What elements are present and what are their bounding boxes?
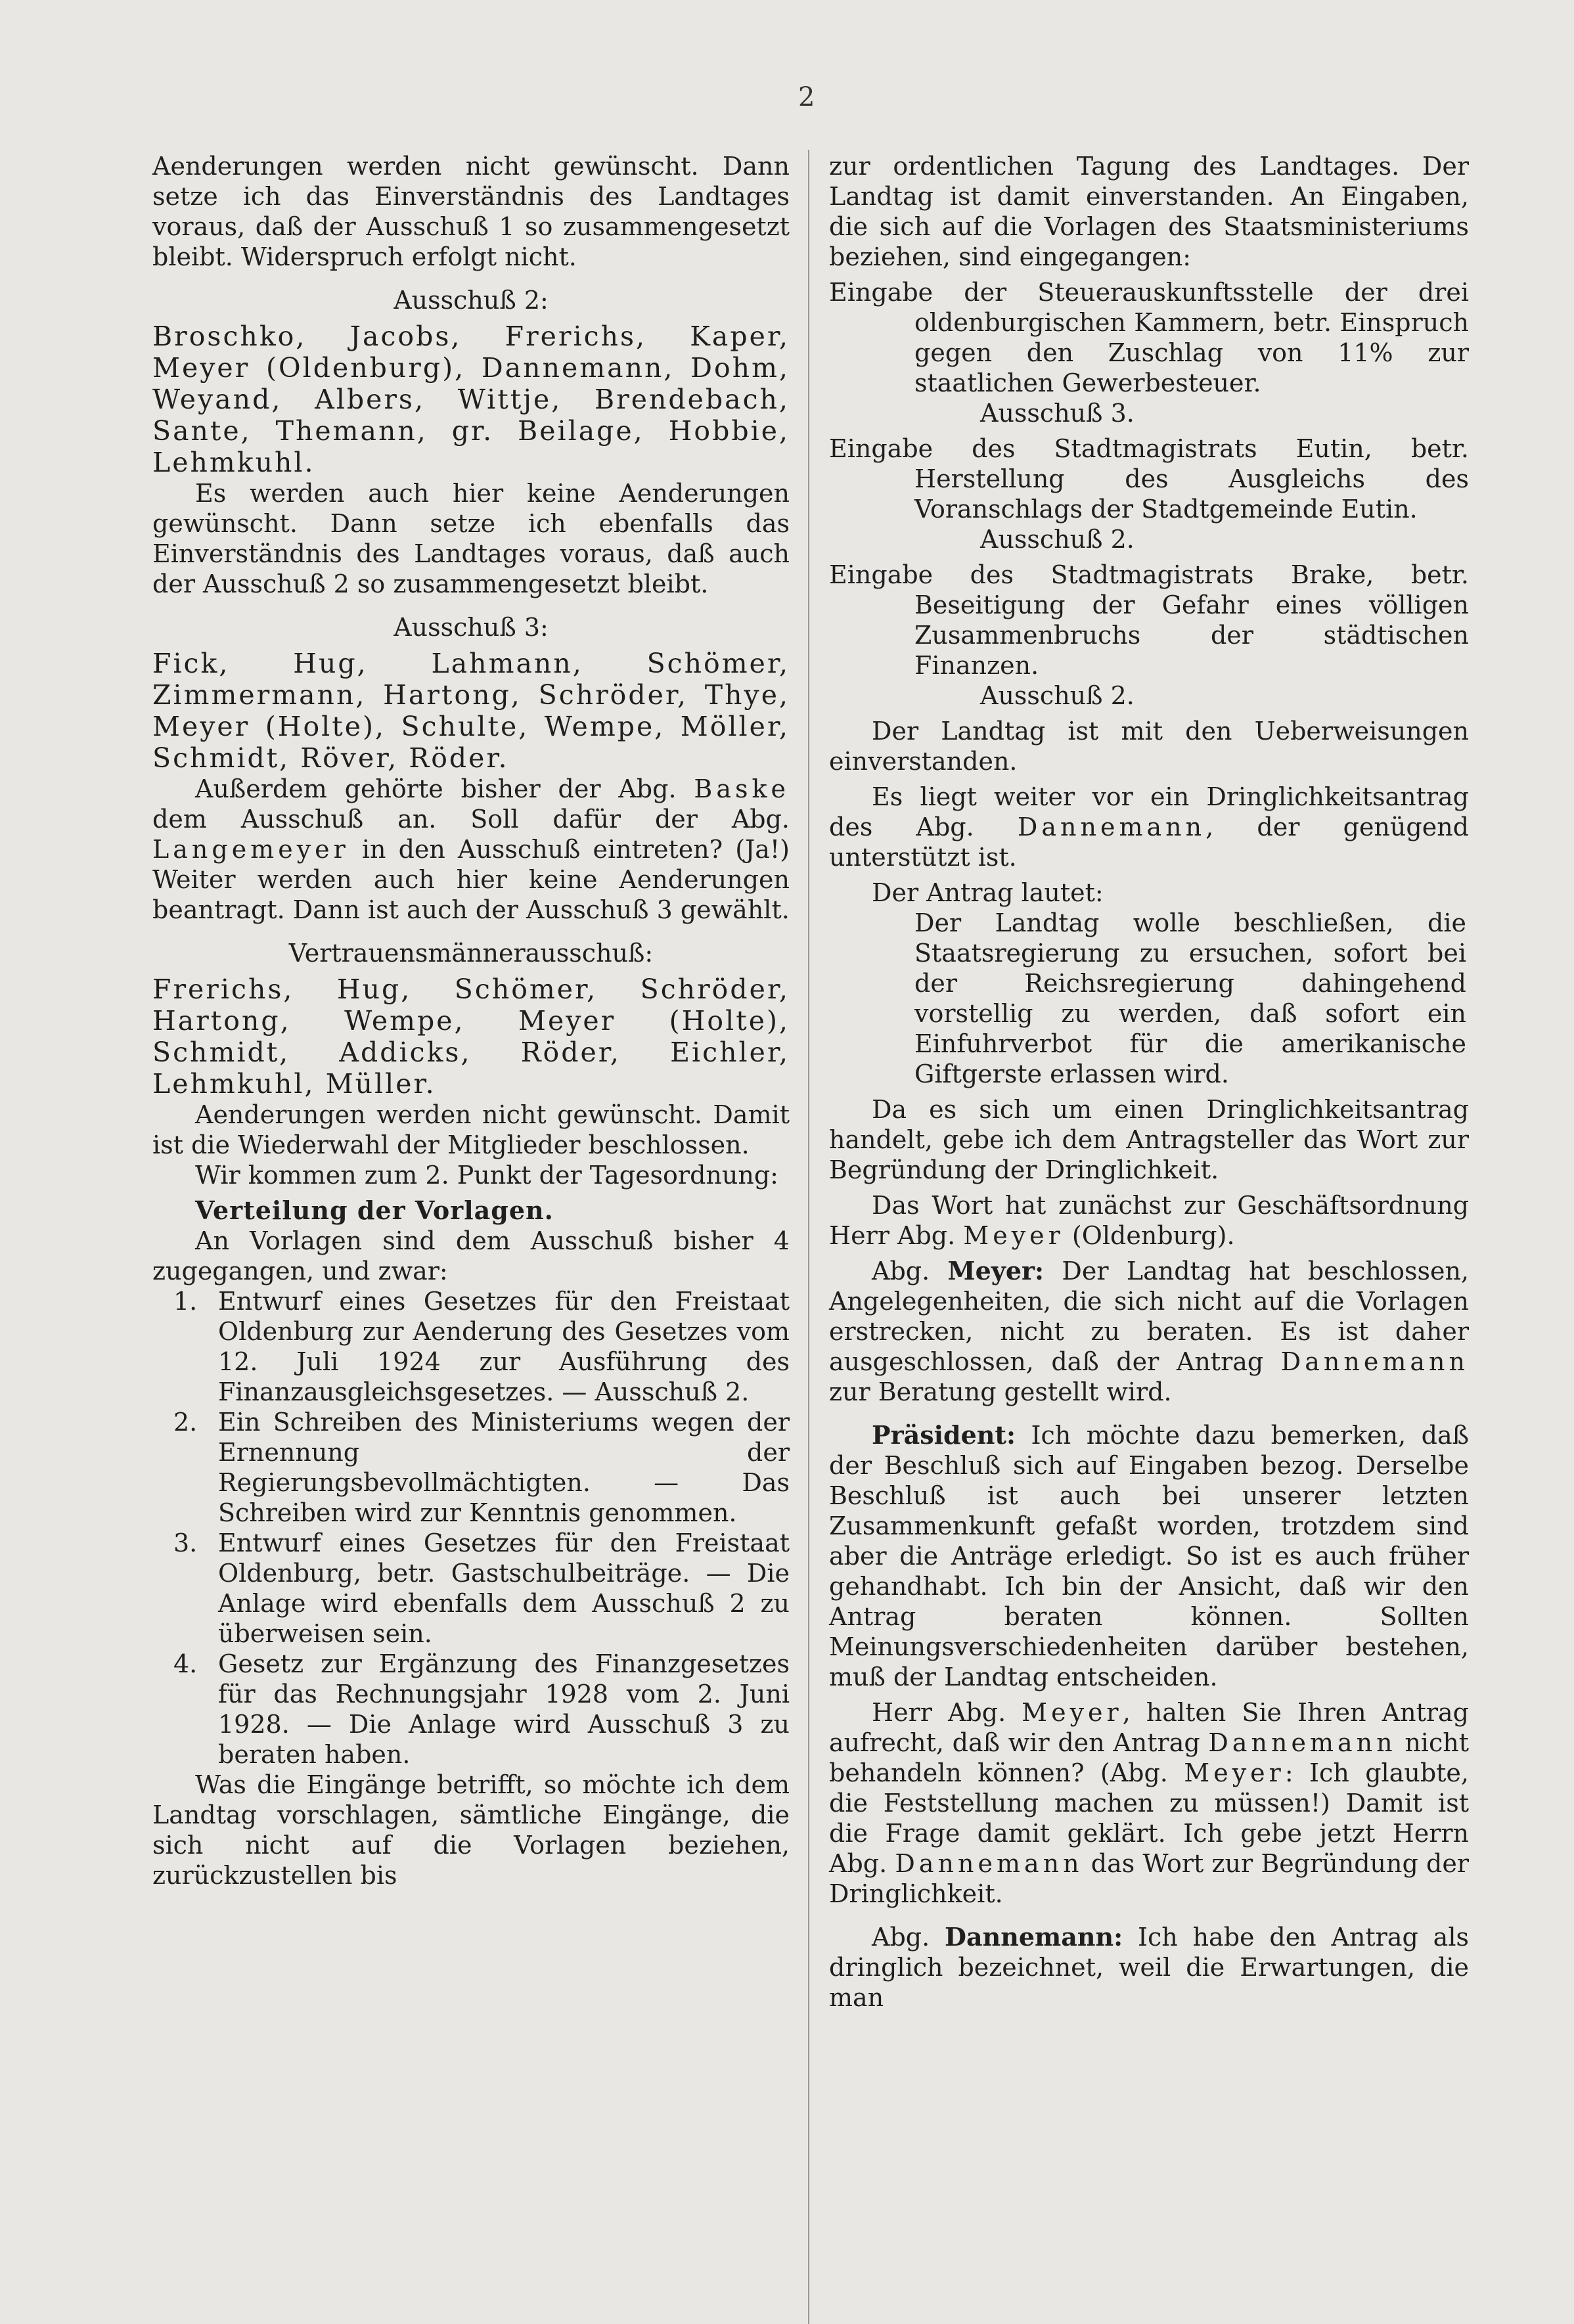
section-heading-ausschuss-3: Ausschuß 3: <box>394 613 549 642</box>
paragraph: Was die Eingänge betrifft, so möchte ich dem Landtag vorschlagen, sämtliche Eingänge, die sich nicht auf die Vorlagen beziehen, zurückzustellen bis <box>152 1770 790 1890</box>
text: Außerdem gehörte bisher der Abg. <box>195 774 694 803</box>
paragraph <box>829 782 1469 872</box>
ausschuss-reference: Ausschuß 2. <box>980 681 1135 710</box>
text: Der Landtag hat beschlossen, Angelegenheiten, die sich nicht auf die Vorlagen erstrecken, nicht zu beraten. Es ist daher ausgeschlossen, daß der Antrag <box>829 1257 1469 1376</box>
ausschuss-reference: Ausschuß 3. <box>980 399 1135 428</box>
person-name: Dannemann <box>1208 1728 1397 1757</box>
text: Ich möchte dazu bemerken, daß der Beschluß sich auf Eingaben bezog. Derselbe Beschluß ist auch bei unserer letzten Zusammenkunft gefaßt worden, trotzdem sind aber die Anträge erledigt. So ist es auch früher gehandhabt. Ich bin der Ansicht, daß wir den Antrag beraten können. Sollten Meinungsverschiedenheiten darüber bestehen, muß der Landtag entscheiden. <box>829 1421 1469 1691</box>
speaker-name: Dannemann: <box>945 1922 1123 1952</box>
item-number: 4. <box>173 1649 198 1678</box>
paragraph: Es werden auch hier keine Aenderungen gewünscht. Dann setze ich ebenfalls das Einverständnis des Landtages voraus, daß auch der Ausschuß 2 so zusammengesetzt bleibt. <box>152 479 790 598</box>
speech-paragraph <box>829 1697 1469 1909</box>
text: Herr Abg. <box>872 1698 1022 1727</box>
paragraph: zur ordentlichen Tagung des Landtages. Der Landtag ist damit einverstanden. An Eingaben, die sich auf die Vorlagen des Staatsministeriums beziehen, sind eingegangen: <box>829 152 1469 271</box>
eingabe-entry <box>829 434 1469 524</box>
left-column <box>152 151 790 1890</box>
member-list-vertrauensmaenner: Frerichs, Hug, Schömer, Schröder, Hartong, Wempe, Meyer (Holte), Schmidt, Addicks, Röder, Eichler, Lehmkuhl, Müller. <box>152 973 790 1100</box>
paragraph: Aenderungen werden nicht gewünscht. Dann setze ich das Einverständnis des Landtages voraus, daß der Ausschuß 1 so zusammengesetzt bleibt. Widerspruch erfolgt nicht. <box>152 152 790 271</box>
text: , halten Sie Ihren Antrag aufrecht, daß wir den Antrag <box>829 1698 1469 1757</box>
text: (Oldenburg). <box>1064 1221 1235 1250</box>
text: in den Ausschuß eintreten? (Ja!) Weiter werden auch hier keine Aenderungen beantragt. Dann ist auch der Ausschuß 3 gewählt. <box>152 835 790 924</box>
paragraph: Der Antrag lautet: <box>872 878 1104 907</box>
text: Abg. <box>872 1923 945 1952</box>
speech-paragraph <box>829 1922 1469 2013</box>
text: das Wort zur Begründung der Dringlichkeit. <box>829 1849 1469 1908</box>
paragraph: Aenderungen werden nicht gewünscht. Damit ist die Wiederwahl der Mitglieder beschlossen. <box>152 1100 790 1159</box>
item-text: Gesetz zur Ergänzung des Finanzgesetzes für das Rechnungsjahr 1928 vom 2. Juni 1928. — Die Anlage wird Ausschuß 3 zu beraten haben. <box>218 1649 790 1769</box>
item-number: 3. <box>173 1529 198 1557</box>
speaker-name: Meyer: <box>947 1256 1045 1285</box>
item-number: 1. <box>173 1287 198 1316</box>
person-name: Meyer <box>1184 1758 1285 1787</box>
person-name: Langemeyer <box>152 835 349 864</box>
list-item <box>152 1528 790 1649</box>
member-list-ausschuss-3: Fick, Hug, Lahmann, Schömer, Zimmermann, Hartong, Schröder, Thye, Meyer (Holte), Schulte, Wempe, Möller, Schmidt, Röver, Röder. <box>152 648 790 774</box>
text: zur Beratung gestellt wird. <box>829 1377 1172 1406</box>
member-list-ausschuss-2: Broschko, Jacobs, Frerichs, Kaper, Meyer (Oldenburg), Dannemann, Dohm, Weyand, Albers, Wittje, Brendebach, Sante, Themann, gr. Beilage, Hobbie, Lehmkuhl. <box>152 321 790 478</box>
right-column <box>829 151 1469 2013</box>
section-heading-vertrauensmaenner: Vertrauensmännerausschuß: <box>288 939 654 968</box>
ausschuss-reference: Ausschuß 2. <box>980 525 1135 554</box>
section-heading-ausschuss-2: Ausschuß 2: <box>394 286 549 315</box>
eingabe-entry <box>829 560 1469 681</box>
paragraph <box>152 774 790 925</box>
paragraph <box>829 1190 1469 1251</box>
eingabe-text: Eingabe des Stadtmagistrats Brake, betr. Beseitigung der Gefahr eines völligen Zusammenbruchs der städtischen Finanzen. <box>829 560 1469 680</box>
paragraph: An Vorlagen sind dem Ausschuß bisher 4 zugegangen, und zwar: <box>152 1226 790 1285</box>
list-item <box>152 1286 790 1407</box>
paragraph: Der Landtag ist mit den Ueberweisungen einverstanden. <box>829 717 1469 776</box>
item-number: 2. <box>173 1408 198 1437</box>
agenda-heading: Verteilung der Vorlagen. <box>195 1196 554 1225</box>
item-text: Entwurf eines Gesetzes für den Freistaat Oldenburg zur Aenderung des Gesetzes vom 12. Juli 1924 zur Ausführung des Finanzausgleichsgesetzes. — Ausschuß 2. <box>218 1287 790 1406</box>
list-item <box>152 1649 790 1770</box>
quoted-motion: Der Landtag wolle beschließen, die Staatsregierung zu ersuchen, sofort bei der Reichsregierung dahingehend vorstellig zu werden, daß sofort ein Einfuhrverbot für die amerikanische Giftgerste erlassen wird. <box>914 908 1466 1088</box>
person-name: Baske <box>694 774 790 803</box>
person-name: Meyer <box>963 1221 1064 1250</box>
text: Das Wort hat zunächst zur Geschäftsordnung Herr Abg. <box>829 1191 1469 1250</box>
paragraph: Da es sich um einen Dringlichkeitsantrag handelt, gebe ich dem Antragsteller das Wort zur Begründung der Dringlichkeit. <box>829 1095 1469 1184</box>
eingabe-text: Eingabe des Stadtmagistrats Eutin, betr. Herstellung des Ausgleichs des Voranschlags der Stadtgemeinde Eutin. <box>829 434 1469 524</box>
page-number: 2 <box>798 82 815 112</box>
eingabe-entry <box>829 277 1469 398</box>
text: : Ich glaubte, die Feststellung machen zu müssen!) Damit ist die Frage damit geklärt. Ich gebe jetzt Herrn Abg. <box>829 1758 1470 1878</box>
column-divider <box>808 150 809 2324</box>
text: Es liegt weiter vor ein Dringlichkeitsantrag des Abg. <box>829 782 1469 841</box>
item-text: Entwurf eines Gesetzes für den Freistaat Oldenburg, betr. Gastschulbeiträge. — Die Anlage wird ebenfalls dem Ausschuß 2 zu überweisen sein. <box>218 1529 790 1648</box>
vorlagen-list <box>152 1286 790 1770</box>
person-name: Meyer <box>1022 1698 1123 1727</box>
speaker-name: Präsident: <box>872 1420 1016 1450</box>
speech-paragraph <box>829 1420 1469 1692</box>
text: , der genügend unterstützt ist. <box>829 813 1469 872</box>
text: Abg. <box>872 1257 948 1285</box>
speech-paragraph <box>829 1256 1469 1407</box>
person-name: Dannemann <box>895 1849 1083 1878</box>
paragraph: Wir kommen zum 2. Punkt der Tagesordnung: <box>195 1161 778 1190</box>
item-text: Ein Schreiben des Ministeriums wegen der Ernennung der Regierungsbevollmächtigten. — Das Schreiben wird zur Kenntnis genommen. <box>218 1408 790 1527</box>
list-item <box>152 1407 790 1528</box>
eingabe-text: Eingabe der Steuerauskunftsstelle der drei oldenburgischen Kammern, betr. Einspruch gegen den Zuschlag von 11% zur staatlichen Gewerbesteuer. <box>829 278 1469 397</box>
text: Ich habe den Antrag als dringlich bezeichnet, weil die Erwartungen, die man <box>829 1923 1469 2012</box>
person-name: Dannemann <box>1280 1347 1469 1376</box>
text: nicht behandeln können? (Abg. <box>829 1728 1469 1787</box>
person-name: Dannemann <box>1017 813 1206 841</box>
text: dem Ausschuß an. Soll dafür der Abg. <box>152 805 790 834</box>
